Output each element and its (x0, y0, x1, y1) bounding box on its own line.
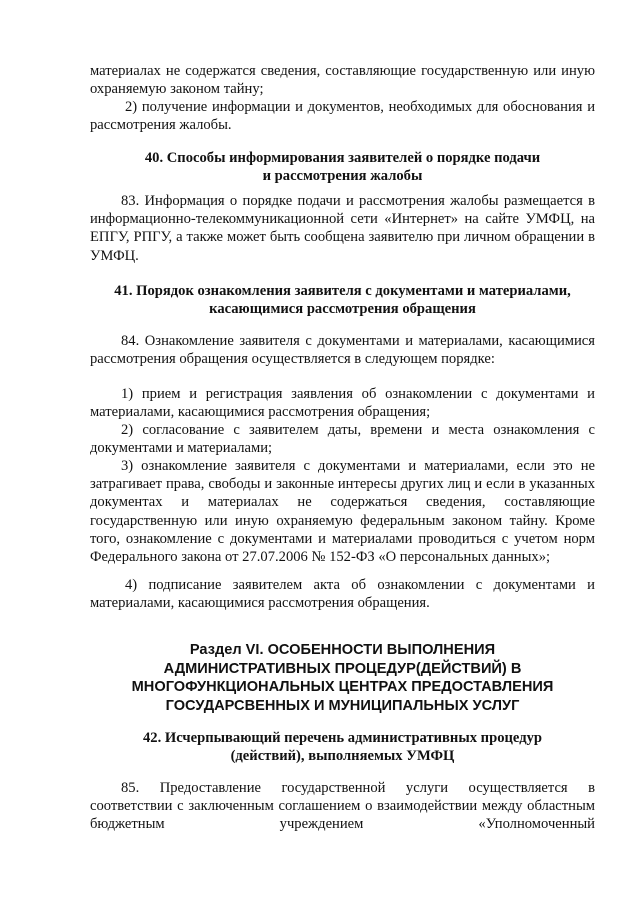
heading-line: (действий), выполняемых УМФЦ (230, 748, 455, 765)
paragraph-85: 85. Предоставление государственной услуги осуществляется в соответствии с заключенным соглашением о взаимодействии между областным бюджетным учреждением «Уполномоченный (90, 780, 595, 833)
heading-line: и рассмотрения жалобы (262, 168, 423, 185)
paragraph-83: 83. Информация о порядке подачи и рассмотрения жалобы размещается в информационно-телекоммуникационной сети «Интернет» на сайте УМФЦ, на ЕПГУ, РПГУ, а также может быть сообщена заявителю при личном обращении в УМФЦ. (90, 193, 595, 264)
paragraph-continuation: материалах не содержатся сведения, составляющие государственную или иную охраняемую законом тайну; (90, 63, 595, 98)
paragraph-84-item-1: 1) прием и регистрация заявления об ознакомлении с документами и материалами, касающимися рассмотрения обращения; (90, 386, 595, 421)
heading-line: 41. Порядок ознакомления заявителя с документами и материалами, (114, 283, 571, 299)
section-title-line: Раздел VI. ОСОБЕННОСТИ ВЫПОЛНЕНИЯ (189, 642, 496, 658)
paragraph-84-item-4: 4) подписание заявителем акта об ознакомлении с документами и материалами, касающимися рассмотрения обращения. (90, 577, 595, 612)
section-title (90, 641, 595, 715)
heading-line: 42. Исчерпывающий перечень административных процедур (143, 730, 542, 746)
heading-line: касающимися рассмотрения обращения (209, 301, 476, 318)
heading-section-41 (90, 282, 595, 318)
paragraph-list-item-2: 2) получение информации и документов, необходимых для обоснования и рассмотрения жалобы. (90, 99, 595, 134)
section-title-line: ГОСУДАРСВЕННЫХ И МУНИЦИПАЛЬНЫХ УСЛУГ (165, 697, 520, 714)
paragraph-84-item-3: 3) ознакомление заявителя с документами и материалами, если это не затрагивает права, свободы и законные интересы других лиц и если в указанных документах и материалах не содержаться сведения, составляющие государственную или иную охраняемую федеральным законом тайну. Кроме того, ознакомление с документами и материалами проводиться с учетом норм Федерального закона от 27.07.2006 № 152-ФЗ «О персональных данных»; (90, 458, 595, 566)
paragraph-84-item-2: 2) согласование с заявителем даты, времени и места ознакомления с документами и материалами; (90, 422, 595, 457)
heading-line: 40. Способы информирования заявителей о порядке подачи (144, 150, 541, 166)
paragraph-84: 84. Ознакомление заявителя с документами и материалами, касающимися рассмотрения обращения осуществляется в следующем порядке: (90, 333, 595, 368)
heading-section-40 (90, 149, 595, 185)
section-title-line: АДМИНИСТРАТИВНЫХ ПРОЦЕДУР(ДЕЙСТВИЙ) В (163, 660, 522, 677)
section-title-line: МНОГОФУНКЦИОНАЛЬНЫХ ЦЕНТРАХ ПРЕДОСТАВЛЕНИЯ (131, 679, 554, 695)
heading-section-42 (90, 729, 595, 765)
